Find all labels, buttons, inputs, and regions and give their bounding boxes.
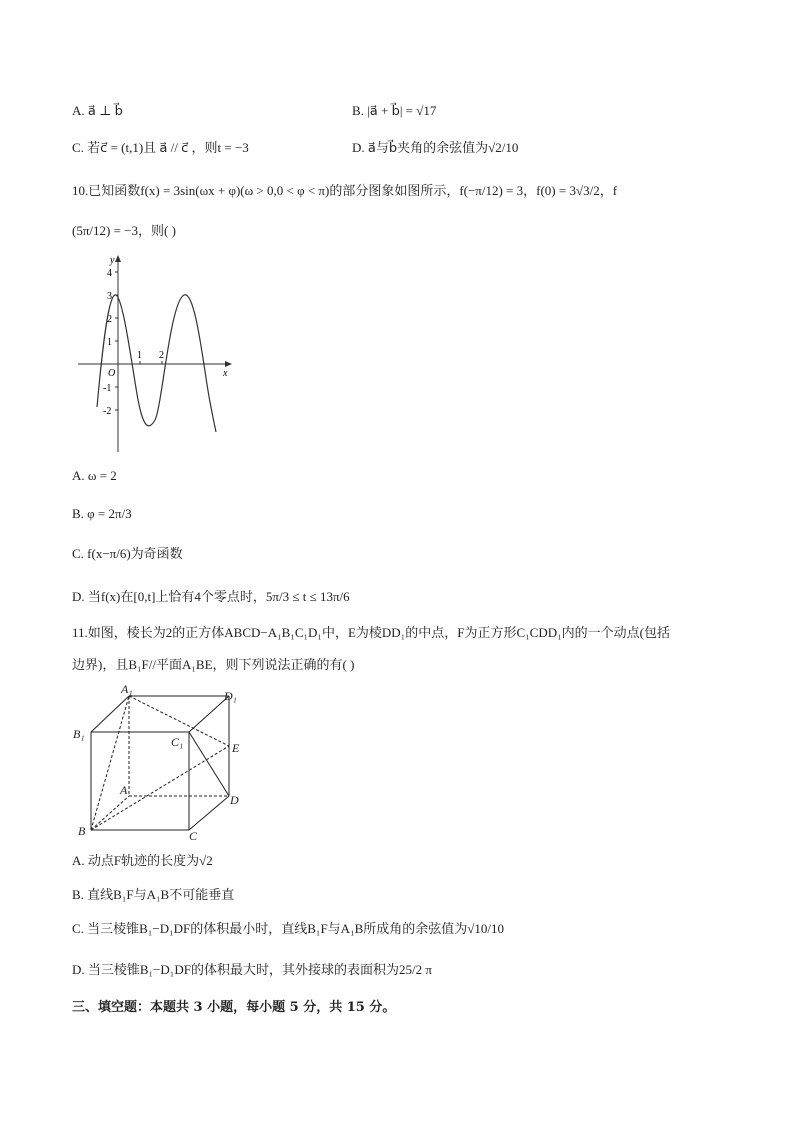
q10-stem-line2: (5π/12) = −3，则( ) xyxy=(72,223,176,238)
q10-option-b: B. φ = 2π/3 xyxy=(72,506,132,521)
q10-ytick-3: 3 xyxy=(107,291,112,302)
q11-label-c1: C₁ xyxy=(171,735,184,749)
q11-option-b: B. 直线B₁F与A₁B不可能垂直 xyxy=(72,887,235,902)
q10-x-label: x xyxy=(223,368,228,379)
section3-heading: 三、填空题：本题共 3 小题，每小题 5 分，共 15 分。 xyxy=(72,1000,396,1015)
q9-option-d: D. a⃗与b⃗夹角的余弦值为√2/10 xyxy=(352,140,519,155)
q11-stem-line1: 11.如图，棱长为2的正方体ABCD−A₁B₁C₁D₁中，E为棱DD₁的中点，F为正方形C₁CDD₁内的一个动点(包括 xyxy=(72,625,670,640)
q11-label-e: E xyxy=(232,741,240,755)
q11-cube-figure xyxy=(70,680,255,845)
q10-ytick-neg2: -2 xyxy=(103,406,112,417)
q10-sine-curve xyxy=(97,295,216,432)
q10-xtick-1: 1 xyxy=(137,350,142,361)
q11-label-c: C xyxy=(189,829,198,843)
q9-option-c: C. 若c⃗ = (t,1)且 a⃗ // c⃗ ，则t = −3 xyxy=(72,140,249,155)
q11-option-a: A. 动点F轨迹的长度为√2 xyxy=(72,853,213,868)
q10-option-d: D. 当f(x)在[0,t]上恰有4个零点时，5π/3 ≤ t ≤ 13π/6 xyxy=(72,589,350,604)
q11-option-d: D. 当三棱锥B₁−D₁DF的体积最大时，其外接球的表面积为25/2 π xyxy=(72,962,432,977)
q11-label-d1: D₁ xyxy=(224,689,237,703)
q10-option-c: C. f(x−π/6)为奇函数 xyxy=(72,546,183,561)
q10-sine-graph xyxy=(70,252,245,457)
q11-stem-line2: 边界)，且B₁F//平面A₁BE，则下列说法正确的有( ) xyxy=(72,657,355,672)
q10-option-a: A. ω = 2 xyxy=(72,468,117,483)
q10-ytick-4: 4 xyxy=(107,268,112,279)
q11-label-d: D xyxy=(230,793,239,807)
q10-stem-line1: 10.已知函数f(x) = 3sin(ωx + φ)(ω > 0,0 < φ < π)的部分图象如图所示，f(−π/12) = 3，f(0) = 3√3/2，f xyxy=(72,183,618,198)
q9-option-a: A. a⃗ ⊥ b⃗ xyxy=(72,103,123,118)
q10-xtick-2: 2 xyxy=(159,350,164,361)
q10-y-axis-arrow xyxy=(115,255,121,262)
q10-ytick-1: 1 xyxy=(107,337,112,348)
q11-label-b1: B₁ xyxy=(73,727,85,741)
q10-ytick-neg1: -1 xyxy=(103,383,112,394)
q10-x-axis-arrow xyxy=(225,361,232,367)
q10-y-label: y xyxy=(110,255,115,266)
q10-origin-label: O xyxy=(108,368,116,379)
q11-label-a: A xyxy=(120,783,128,797)
q11-option-c: C. 当三棱锥B₁−D₁DF的体积最小时，直线B₁F与A₁B所成角的余弦值为√10/10 xyxy=(72,921,505,936)
q10-ytick-2: 2 xyxy=(107,314,112,325)
q11-label-a1: A₁ xyxy=(121,682,133,696)
q9-option-b: B. |a⃗ + b⃗| = √17 xyxy=(352,103,437,118)
q11-label-b: B xyxy=(78,824,86,838)
